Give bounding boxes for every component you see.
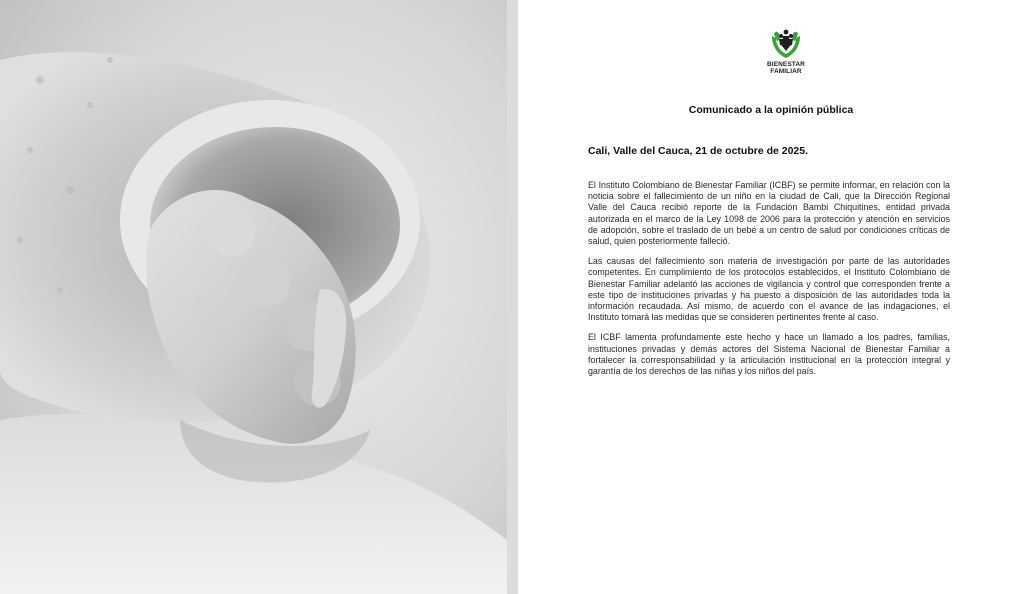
icbf-logo — [758, 26, 814, 75]
paragraph-2: Las causas del fallecimiento son materia de investigación por parte de las autoridades competentes. En cumplimiento de los protocolos establecidos, el Instituto Colombiano de Bienestar Familiar adelantó las acciones de vigilancia y control que corresponden frente a este tipo de instituciones privadas y ha puesto a disposición de las autoridades toda la información recaudada. Así mismo, de acuerdo con el avance de las indagaciones, el Instituto tomará las medidas que se consideren pertinentes frente al caso. — [588, 256, 950, 323]
logo-line-2: FAMILIAR — [770, 68, 802, 75]
communique-document — [518, 0, 1024, 594]
baby-hand-photo — [0, 0, 507, 594]
divider — [507, 0, 518, 594]
logo-line-1: BIENESTAR — [767, 61, 805, 68]
document-body — [588, 180, 950, 386]
paragraph-3: El ICBF lamenta profundamente este hecho y hace un llamado a los padres, familias, instituciones privadas y demás actores del Sistema Nacional de Bienestar Familiar a fortalecer la corresponsabilidad y la articulación institucional en la protección integral y garantía de los derechos de las niñas y los niños del país. — [588, 332, 950, 377]
bienestar-familiar-emblem-icon — [769, 26, 803, 60]
document-title: Comunicado a la opinión pública — [688, 104, 854, 116]
place-date: Cali, Valle del Cauca, 21 de octubre de 2025. — [588, 145, 809, 157]
logo-wordmark — [767, 61, 805, 75]
paragraph-1: El Instituto Colombiano de Bienestar Familiar (ICBF) se permite informar, en relación con la noticia sobre el fallecimiento de un niño en la ciudad de Cali, que la Dirección Regional Valle del Cauca recibió reporte de la Fundación Bambi Chiquitines, entidad privada autorizada en el marco de la Ley 1098 de 2006 para la protección y atención en servicios de adopción, sobre el traslado de un bebé a un centro de salud por condiciones críticas de salud, quien posteriormente falleció. — [588, 180, 950, 247]
baby-hand-illustration — [0, 0, 507, 594]
